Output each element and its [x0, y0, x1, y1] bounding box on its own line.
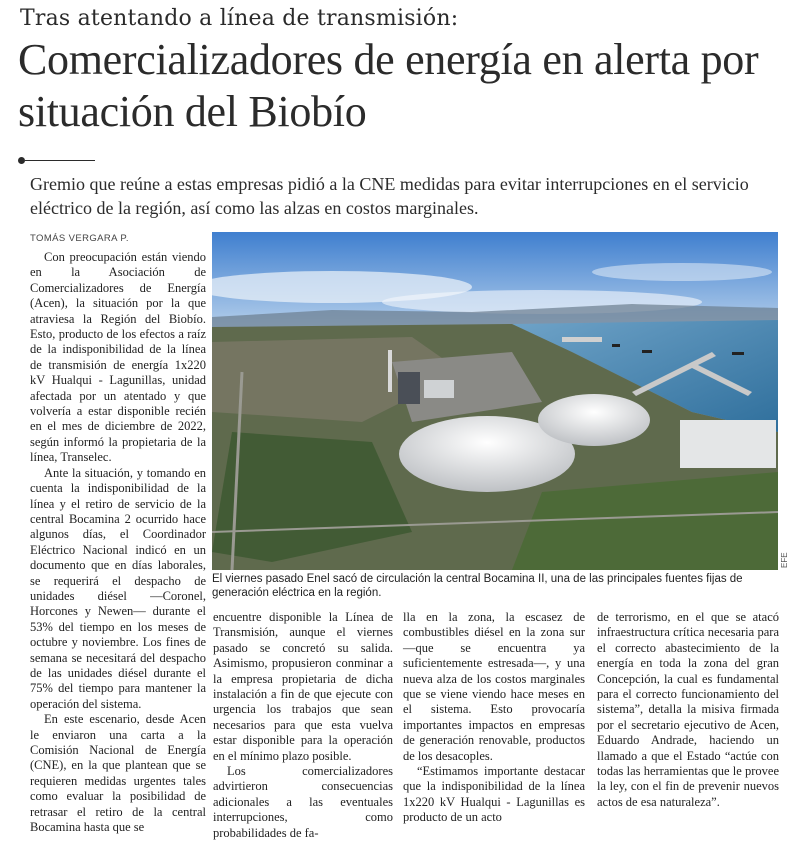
- article-kicker: Tras atentando a línea de transmisión:: [20, 6, 459, 31]
- article-photo: [212, 232, 778, 570]
- photo-caption: El viernes pasado Enel sacó de circulación la central Bocamina II, una de las principales fuentes fijas de generación eléctrica en la región.: [212, 573, 743, 599]
- body-paragraph: Con preocupación están viendo en la Asociación de Comercializadores de Energía (Acen), la situación por la que atraviesa la Región del Biobío. Esto, producto de los efectos a raíz de la indisponibilidad de la línea de transmisión de energía 1x220 kV Hualqui - Lagunillas, unidad afectada por un atentado y que volvería a estar disponible recién en el mes de diciembre de 2022, según informó la propietaria de la línea, Transelec.: [30, 250, 206, 465]
- decorative-rule-line: [25, 160, 95, 161]
- body-paragraph: “Estimamos importante destacar que la indisponibilidad de la línea 1x220 kV Hualqui - Lagunillas es producto de un acto: [403, 764, 585, 825]
- body-paragraph: de terrorismo, en el que se atacó infraestructura crítica necesaria para el correcto abastecimiento de la energía en toda la zona del gran Concepción, la cual es fundamental para el correcto funcionamiento del sistema”, detalla la misiva firmada por el secretario ejecutivo de Acen, Eduardo Andrade, haciendo un llamado a que el Estado “actúe con todas las herramientas que le provee la ley, con el fin de prevenir nuevos actos de esa naturaleza”.: [597, 610, 779, 809]
- body-paragraph: Los comercializadores advirtieron consecuencias adicionales a las eventuales interrupciones, como probabilidades de fa-: [213, 764, 393, 840]
- article-headline: Comercializadores de energía en alerta por situación del Biobío: [18, 35, 759, 136]
- body-paragraph: lla en la zona, la escasez de combustibles diésel en la zona sur —que se encuentra ya suficientemente estresada—, y una nueva alza de los costos marginales que se viene viendo hace meses en el sistema. Esto provocaría importantes impactos en empresas de generación renovable, productos de los desacoples.: [403, 610, 585, 763]
- article-byline: TOMÁS VERGARA P.: [30, 233, 129, 244]
- body-column-3: [403, 610, 585, 826]
- body-column-1: [30, 250, 206, 835]
- aerial-power-plant-image: [212, 232, 778, 570]
- body-paragraph: Ante la situación, y tomando en cuenta la indisponibilidad de la línea y el retiro de servicio de la central Bocamina 2 ocurrido hace algunos días, el Coordinador Eléctrico Nacional indicó en un documento que en días laborales, se requerirá el despacho de unidades diésel —Coronel, Horcones y Newen— durante el 53% del tiempo en los meses de octubre y noviembre. Los fines de semana se necesitará del despacho de las unidades diésel durante el 75% del tiempo para mantener la operación del sistema.: [30, 465, 206, 711]
- decorative-rule-dot: [18, 157, 25, 164]
- article-deck: Gremio que reúne a estas empresas pidió a la CNE medidas para evitar interrupciones en el servicio eléctrico de la región, así como las alzas en costos marginales.: [30, 174, 749, 218]
- body-paragraph: En este escenario, desde Acen le enviaron una carta a la Comisión Nacional de Energía (CNE), en la que plantean que se requieren medidas urgentes tales como evaluar la posibilidad de retrasar el retiro de la central Bocamina hasta que se: [30, 712, 206, 835]
- body-column-4: [597, 610, 779, 810]
- body-column-2: [213, 610, 393, 841]
- body-paragraph: encuentre disponible la Línea de Transmisión, aunque el viernes pasado se concretó su salida. Asimismo, propusieron conminar a la empresa propietaria de dicha instalación a fin de que ejecute con urgencia los trabajos que sean necesarios para que esta vuelva estar disponible para la operación en el mínimo plazo posible.: [213, 610, 393, 763]
- photo-credit: EFE: [780, 552, 789, 568]
